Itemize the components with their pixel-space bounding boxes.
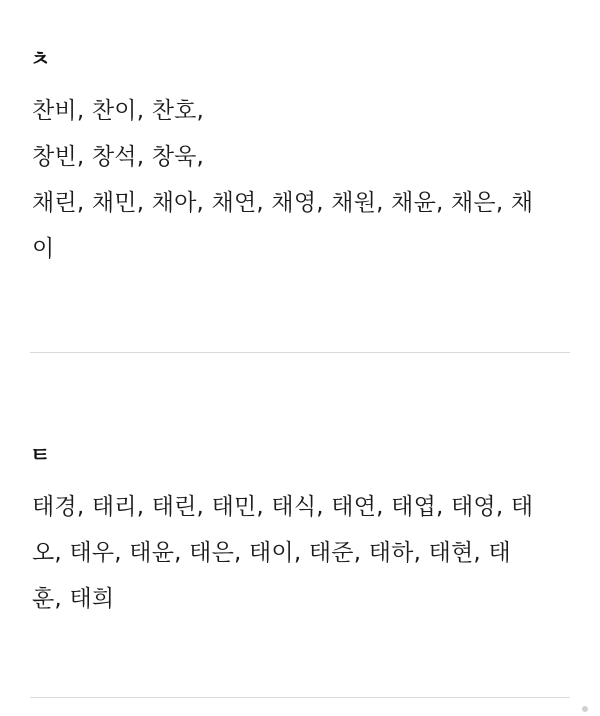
section-heading: ㅊ: [30, 47, 51, 71]
name-line: 창빈, 창석, 창욱,: [32, 144, 205, 170]
section-chieut: [30, 44, 570, 272]
name-list: [30, 484, 570, 622]
name-line: 오, 태우, 태윤, 태은, 태이, 태준, 태하, 태현, 태: [32, 540, 511, 566]
name-line: 찬비, 찬이, 찬호,: [32, 98, 205, 124]
scroll-indicator-dot: [582, 706, 588, 712]
name-line: 채린, 채민, 채아, 채연, 채영, 채원, 채윤, 채은, 채: [32, 190, 534, 216]
name-list: [30, 88, 570, 272]
name-line: 이: [32, 236, 55, 262]
section-divider: [30, 697, 570, 698]
name-line: 훈, 태희: [32, 586, 115, 612]
section-tieut: [30, 440, 570, 622]
section-heading: ㅌ: [30, 443, 51, 467]
name-line: 태경, 태리, 태린, 태민, 태식, 태연, 태엽, 태영, 태: [32, 494, 534, 520]
section-divider: [30, 352, 570, 353]
